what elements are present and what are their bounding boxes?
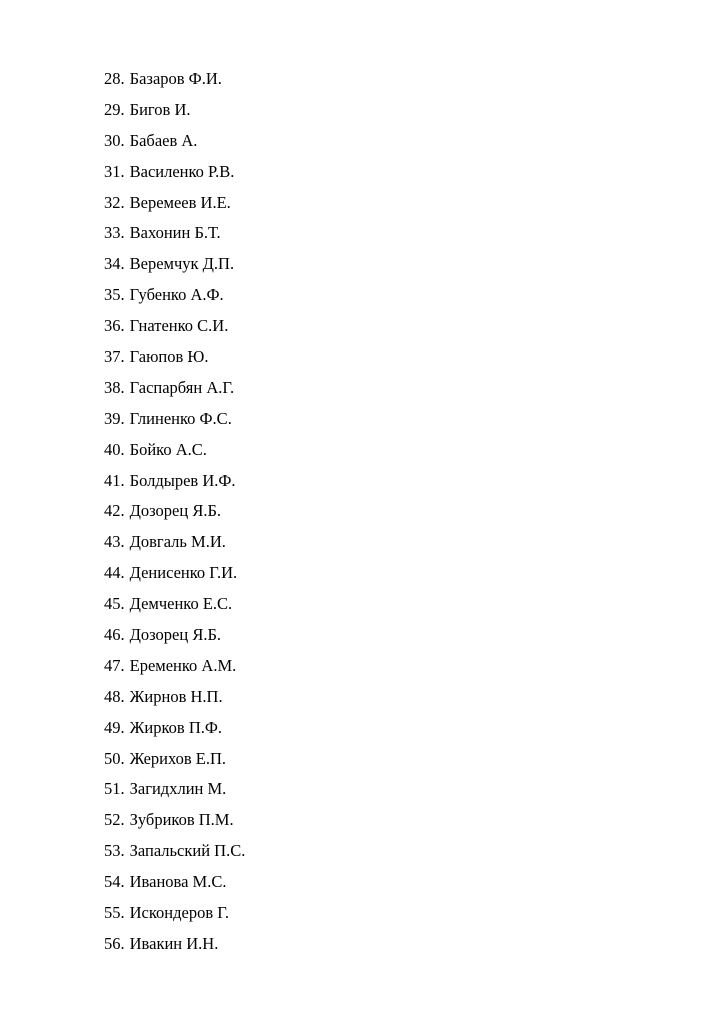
list-item: [104, 284, 245, 315]
item-number: 30.: [104, 130, 125, 150]
list-item: [104, 871, 245, 902]
item-name: Веремчук Д.П.: [129, 254, 235, 274]
item-name: Еременко А.М.: [129, 655, 237, 675]
list-item: [104, 748, 245, 779]
item-name: Губенко А.Ф.: [129, 285, 224, 305]
item-number: 41.: [104, 470, 125, 490]
item-name: Довгаль М.И.: [129, 532, 226, 552]
item-name: Базаров Ф.И.: [129, 69, 222, 88]
item-name: Веремеев И.Е.: [129, 192, 231, 212]
list-item: [104, 192, 245, 223]
list-item: [104, 377, 245, 408]
item-number: 39.: [104, 408, 125, 428]
item-number: 31.: [104, 161, 125, 181]
item-name: Запальский П.С.: [129, 841, 246, 861]
list-item: [104, 809, 245, 840]
list-item: [104, 408, 245, 439]
item-number: 52.: [104, 810, 125, 830]
item-number: 43.: [104, 532, 125, 552]
list-item: [104, 562, 245, 593]
item-name: Дозорец Я.Б.: [129, 501, 222, 521]
item-number: 38.: [104, 377, 125, 397]
item-name: Болдырев И.Ф.: [129, 470, 236, 490]
list-item: [104, 840, 245, 871]
list-item: [104, 778, 245, 809]
item-number: 47.: [104, 655, 125, 675]
item-number: 55.: [104, 903, 125, 923]
list-item: [104, 130, 245, 161]
item-name: Бигов И.: [129, 99, 191, 119]
list-item: [104, 655, 245, 686]
list-item: [104, 99, 245, 130]
list-item: [104, 253, 245, 284]
item-name: Гнатенко С.И.: [129, 316, 229, 336]
item-name: Денисенко Г.И.: [129, 563, 238, 583]
item-number: 28.: [104, 69, 125, 88]
item-number: 50.: [104, 748, 125, 768]
item-number: 46.: [104, 625, 125, 645]
list-item: [104, 222, 245, 253]
item-number: 54.: [104, 872, 125, 892]
item-name: Бабаев А.: [129, 130, 198, 150]
list-item: [104, 902, 245, 933]
list-item: [104, 439, 245, 470]
list-item: [104, 161, 245, 192]
item-name: Бойко А.С.: [129, 439, 207, 459]
item-number: 45.: [104, 594, 125, 614]
item-number: 48.: [104, 686, 125, 706]
list-item: [104, 68, 245, 99]
item-number: 37.: [104, 347, 125, 367]
item-name: Глиненко Ф.С.: [129, 408, 232, 428]
item-number: 56.: [104, 933, 125, 953]
item-number: 33.: [104, 223, 125, 243]
item-name: Вахонин Б.Т.: [129, 223, 221, 243]
list-item: [104, 933, 245, 964]
item-name: Иванова М.С.: [129, 872, 227, 892]
item-number: 40.: [104, 439, 125, 459]
list-item: [104, 346, 245, 377]
list-item: [104, 315, 245, 346]
item-number: 53.: [104, 841, 125, 861]
item-number: 51.: [104, 779, 125, 799]
item-name: Гаспарбян А.Г.: [129, 377, 235, 397]
item-name: Жирнов Н.П.: [129, 686, 223, 706]
item-name: Ивакин И.Н.: [129, 933, 219, 953]
list-item: [104, 593, 245, 624]
item-number: 44.: [104, 563, 125, 583]
item-number: 32.: [104, 192, 125, 212]
list-item: [104, 470, 245, 501]
item-name: Загидхлин М.: [129, 779, 227, 799]
list-item: [104, 686, 245, 717]
item-number: 36.: [104, 316, 125, 336]
name-list: [104, 68, 245, 964]
item-number: 49.: [104, 717, 125, 737]
item-number: 35.: [104, 285, 125, 305]
item-name: Зубриков П.М.: [129, 810, 234, 830]
list-item: [104, 531, 245, 562]
item-name: Василенко Р.В.: [129, 161, 235, 181]
item-number: 34.: [104, 254, 125, 274]
item-number: 29.: [104, 99, 125, 119]
item-name: Жерихов Е.П.: [129, 748, 227, 768]
item-name: Демченко Е.С.: [129, 594, 233, 614]
list-item: [104, 717, 245, 748]
item-number: 42.: [104, 501, 125, 521]
list-item: [104, 624, 245, 655]
item-name: Гаюпов Ю.: [129, 347, 209, 367]
item-name: Дозорец Я.Б.: [129, 625, 222, 645]
item-name: Искондеров Г.: [129, 903, 230, 923]
list-item: [104, 500, 245, 531]
item-name: Жирков П.Ф.: [129, 717, 223, 737]
